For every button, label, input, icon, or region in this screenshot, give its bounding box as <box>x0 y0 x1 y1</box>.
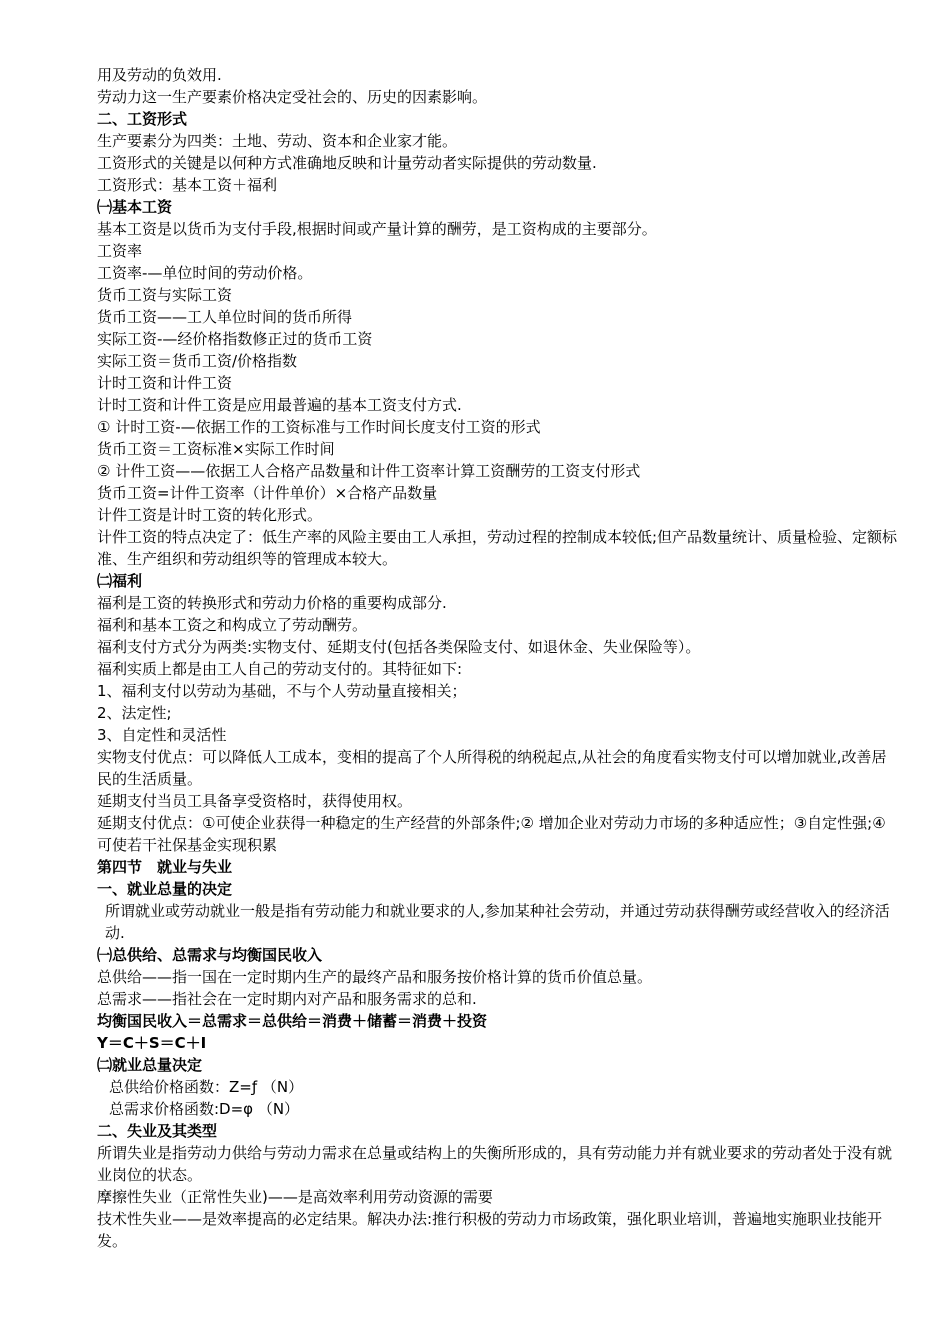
paragraph-line: 货币工资=计件工资率（计件单价）×合格产品数量 <box>97 484 438 502</box>
section-heading: ㈠总供给、总需求与均衡国民收入 <box>97 946 323 964</box>
paragraph-line: 实际工资-—经价格指数修正过的货币工资 <box>97 330 373 348</box>
paragraph-line: 总需求——指社会在一定时期内对产品和服务需求的总和. <box>97 990 477 1008</box>
paragraph-line: 用及劳动的负效用. <box>97 66 222 84</box>
section-heading: 二、失业及其类型 <box>97 1122 218 1140</box>
paragraph-line: 货币工资——工人单位时间的货币所得 <box>97 308 353 326</box>
paragraph-line: 所谓就业或劳动就业一般是指有劳动能力和就业要求的人,参加某种社会劳动，并通过劳动获得酬劳或经营收入的经济活动. <box>105 902 890 942</box>
paragraph-line: 技术性失业——是效率提高的必定结果。解决办法:推行积极的劳动力市场政策，强化职业培训，普遍地实施职业技能开发。 <box>97 1210 883 1250</box>
section-heading: Y＝C＋S＝C＋I <box>97 1034 207 1052</box>
section-heading: 一、就业总量的决定 <box>97 880 233 898</box>
paragraph-line: 劳动力这一生产要素价格决定受社会的、历史的因素影响。 <box>97 88 488 106</box>
section-heading: 第四节 就业与失业 <box>97 858 233 876</box>
paragraph-line: 福利支付方式分为两类:实物支付、延期支付(包括各类保险支付、如退休金、失业保险等）。 <box>97 638 701 656</box>
paragraph-line: 实际工资＝货币工资/价格指数 <box>97 352 298 370</box>
paragraph-line: 延期支付当员工具备享受资格时，获得使用权。 <box>97 792 413 810</box>
document-body <box>97 64 898 1252</box>
paragraph-line: ① 计时工资-—依据工作的工资标准与工作时间长度支付工资的形式 <box>97 418 541 436</box>
paragraph-line: 工资形式的关键是以何种方式准确地反映和计量劳动者实际提供的劳动数量. <box>97 154 597 172</box>
paragraph-line: 3、自定性和灵活性 <box>97 726 227 744</box>
paragraph-line: 基本工资是以货币为支付手段,根据时间或产量计算的酬劳，是工资构成的主要部分。 <box>97 220 657 238</box>
paragraph-line: 所谓失业是指劳动力供给与劳动力需求在总量或结构上的失衡所形成的，具有劳动能力并有就业要求的劳动者处于没有就业岗位的状态。 <box>97 1144 893 1184</box>
paragraph-line: 计件工资是计时工资的转化形式。 <box>97 506 323 524</box>
paragraph-line: 2、法定性; <box>97 704 172 722</box>
paragraph-line: 工资率-—单位时间的劳动价格。 <box>97 264 313 282</box>
paragraph-line: 货币工资与实际工资 <box>97 286 233 304</box>
paragraph-line: ② 计件工资——依据工人合格产品数量和计件工资率计算工资酬劳的工资支付形式 <box>97 462 641 480</box>
paragraph-line: 工资率 <box>97 242 143 260</box>
paragraph-line: 计时工资和计件工资 <box>97 374 233 392</box>
paragraph-line: 实物支付优点：可以降低人工成本，变相的提高了个人所得税的纳税起点,从社会的角度看实物支付可以增加就业,改善居民的生活质量。 <box>97 748 887 788</box>
paragraph-line: 生产要素分为四类：土地、劳动、资本和企业家才能。 <box>97 132 458 150</box>
paragraph-line: 货币工资＝工资标准×实际工作时间 <box>97 440 335 458</box>
paragraph-line: 总供给——指一国在一定时期内生产的最终产品和服务按价格计算的货币价值总量。 <box>97 968 653 986</box>
paragraph-line: 福利是工资的转换形式和劳动力价格的重要构成部分. <box>97 594 447 612</box>
section-heading: 均衡国民收入＝总需求＝总供给＝消费＋储蓄＝消费＋投资 <box>97 1012 488 1030</box>
paragraph-line: 计时工资和计件工资是应用最普遍的基本工资支付方式. <box>97 396 462 414</box>
paragraph-line: 福利和基本工资之和构成立了劳动酬劳。 <box>97 616 368 634</box>
section-heading: ㈠基本工资 <box>97 198 173 216</box>
paragraph-line: 福利实质上都是由工人自己的劳动支付的。其特征如下: <box>97 660 463 678</box>
section-heading: 二、工资形式 <box>97 110 188 128</box>
paragraph-line: 计件工资的特点决定了：低生产率的风险主要由工人承担，劳动过程的控制成本较低;但产品数量统计、质量检验、定额标准、生产组织和劳动组织等的管理成本较大。 <box>97 528 898 568</box>
paragraph-line: 工资形式：基本工资＋福利 <box>97 176 278 194</box>
paragraph-line: 1、福利支付以劳动为基础，不与个人劳动量直接相关； <box>97 682 467 700</box>
section-heading: ㈡就业总量决定 <box>97 1056 203 1074</box>
section-heading: ㈡福利 <box>97 572 143 590</box>
paragraph-line: 延期支付优点：①可使企业获得一种稳定的生产经营的外部条件;② 增加企业对劳动力市场的多种适应性；③自定性强;④ 可使若干社保基金实现积累 <box>97 814 886 854</box>
paragraph-line: 总需求价格函数:D=φ （N） <box>109 1100 300 1118</box>
paragraph-line: 总供给价格函数：Z=ƒ （N） <box>109 1078 304 1096</box>
paragraph-line: 摩擦性失业（正常性失业)——是高效率利用劳动资源的需要 <box>97 1188 493 1206</box>
